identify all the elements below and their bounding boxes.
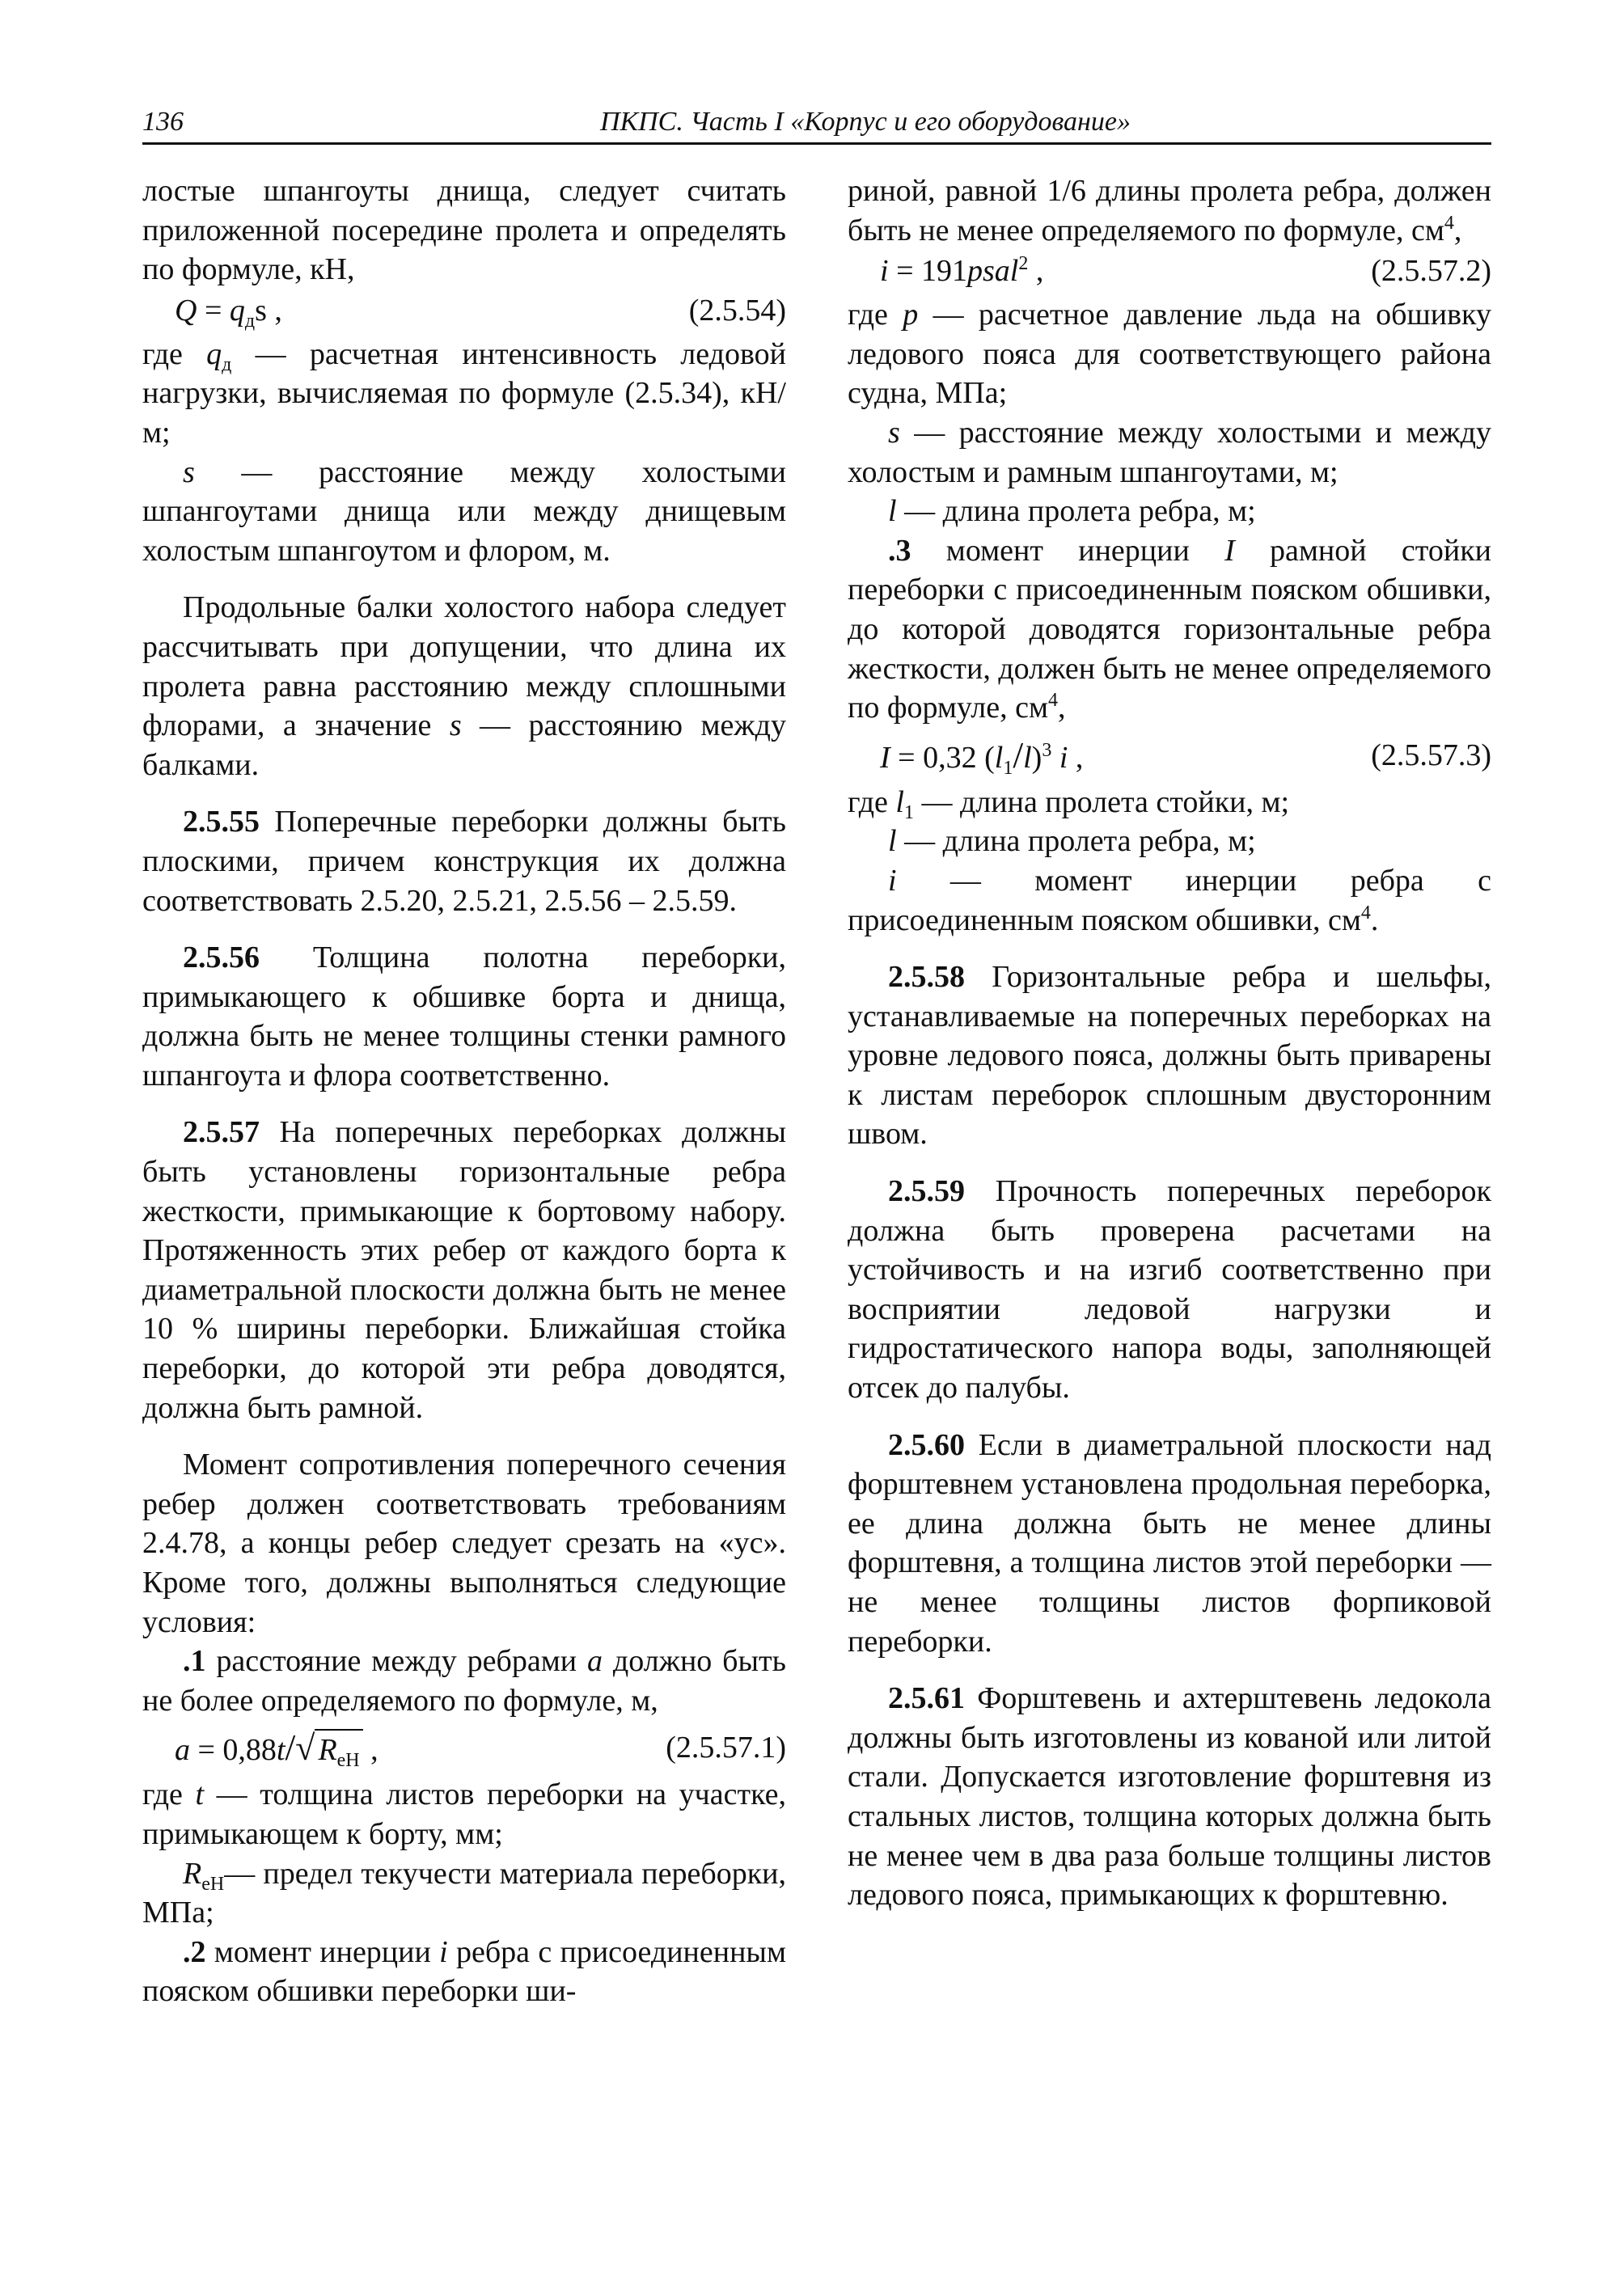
paragraph: риной, равной 1/6 длины пролета ребра, должен быть не менее определяемого по формуле, $см^4$, [848, 174, 1491, 247]
condition-1: .1 расстояние между ребрами a должно быть не более определяемого по формуле, м, [142, 1644, 786, 1718]
paragraph: i — момент инерции ребра с присоединенным пояском обшивки, $см^4$. [848, 863, 1491, 937]
paragraph: $R_{eH}—$ предел текучести материала переборки, МПа; [142, 1856, 786, 1930]
paragraph: где p — расчетное давление льда на обшивку ледового пояса для соответствующего района судна, МПа; [848, 298, 1491, 411]
formula-number: (2.5.57.3) [1371, 738, 1491, 772]
section-2-5-59: 2.5.59 Прочность поперечных переборок должна быть проверена расчетами на устойчивость и на изгиб соответственно при восприятии ледовой нагрузки и гидростатического напора воды, заполняющей отсек до палубы. [848, 1174, 1491, 1405]
condition-3: .3 момент инерции I рамной стойки переборки с присоединенным пояском обшивки, до которой доводятся горизонтальные ребра жесткости, должен быть не менее определяемого по формуле, $см^4$, [848, 533, 1491, 725]
formula-expression: a = 0,88t/√ $R_{eH}$ , [175, 1727, 379, 1772]
formula-2-5-57-2 [848, 250, 1491, 295]
paragraph: Продольные балки холостого набора следует рассчитывать при допущении, что длина их пролета равна расстоянию между сплошными флорами, а значение s — расстоянию между балками. [142, 590, 786, 782]
section-2-5-58: 2.5.58 Горизонтальные ребра и шельфы, устанавливаемые на поперечных переборках на уровне ледового пояса, должны быть приварены к листам переборок сплошным двусторонним швом. [848, 960, 1491, 1152]
section-number: 2.5.61 [888, 1681, 965, 1716]
page-number: 136 [142, 107, 184, 137]
formula-expression: i = 191psal$^2$ , [880, 253, 1044, 289]
formula-2-5-54 [142, 290, 786, 335]
paragraph: лостые шпангоуты днища, следует считать приложенной посередине пролета и определять по формуле, кН, [142, 174, 786, 287]
section-number: 2.5.56 [183, 940, 260, 975]
section-number: 2.5.55 [183, 805, 260, 839]
paragraph: где $l_1$ — длина пролета стойки, м; [848, 784, 1290, 823]
formula-2-5-57-3 [848, 728, 1491, 783]
paragraph: s — расстояние между холостыми шпангоутами днища или между днищевым холостым шпангоутом и флором, м. [142, 454, 786, 568]
formula-expression: I = 0,32 $(l_1/l)^3$ i , [880, 733, 1084, 779]
section-2-5-60: 2.5.60 Если в диаметральной плоскости над форштевнем установлена продольная переборка, ее длина должна быть не менее длины форштевня, а толщина листов этой переборки — не менее толщины листов форпиковой переборки. [848, 1427, 1491, 1659]
formula-number: (2.5.57.1) [666, 1731, 786, 1765]
formula-number: (2.5.54) [688, 293, 786, 328]
formula-2-5-57-1 [142, 1720, 786, 1775]
section-number: 2.5.58 [888, 960, 965, 995]
paragraph: Момент сопротивления поперечного сечения ребер должен соответствовать требованиям 2.4.78, а концы ребер следует срезать на «ус». Кроме того, должны выполняться следующие условия: [142, 1448, 786, 1639]
paragraph: s — расстояние между холостыми и между холостым и рамным шпангоутами, м; [848, 415, 1491, 489]
section-2-5-55: 2.5.55 Поперечные переборки должны быть плоскими, причем конструкция их должна соответствовать 2.5.20, 2.5.21, 2.5.56 – 2.5.59. [142, 805, 786, 918]
paragraph: где $q_д$ — расчетная интенсивность ледовой нагрузки, вычисляемая по формуле (2.5.34), кН/м; [142, 336, 786, 450]
condition-2: .2 момент инерции i ребра с присоединенным пояском обшивки переборки ши- [142, 1934, 786, 2009]
section-2-5-56: 2.5.56 Толщина полотна переборки, примыкающего к обшивке борта и днища, должна быть не менее толщины стенки рамного шпангоута и флора соответственно. [142, 940, 786, 1093]
paragraph: где t — толщина листов переборки на участке, примыкающем к борту, мм; [142, 1777, 786, 1851]
left-column [142, 171, 786, 2011]
section-number: 2.5.60 [888, 1427, 965, 1462]
section-2-5-61: 2.5.61 Форштевень и ахтерштевень ледокола должны быть изготовлены из кованой или литой стали. Допускается изготовление форштевня из стальных листов, толщина которых должна быть не менее чем в два раза больше толщины листов ледового пояса, примыкающих к форштевню. [848, 1681, 1491, 1913]
paragraph: l — длина пролета ребра, м; [888, 824, 1256, 859]
running-header [142, 104, 1491, 145]
right-column [848, 171, 1491, 1915]
paragraph: l — длина пролета ребра, м; [888, 494, 1256, 529]
formula-expression: $Q = q_дs$ , [175, 293, 282, 332]
section-2-5-57: 2.5.57 На поперечных переборках должны быть установлены горизонтальные ребра жесткости, примыкающие к бортовому набору. Протяженность этих ребер от каждого борта к диаметральной плоскости должна быть не менее 10 % ширины переборки. Ближайшая стойка переборки, до которой эти ребра доводятся, должна быть рамной. [142, 1115, 786, 1425]
formula-number: (2.5.57.2) [1371, 254, 1491, 289]
header-title: ПКПС. Часть I «Корпус и его оборудование» [600, 107, 1131, 137]
section-number: 2.5.57 [183, 1115, 260, 1150]
section-number: 2.5.59 [888, 1174, 965, 1209]
